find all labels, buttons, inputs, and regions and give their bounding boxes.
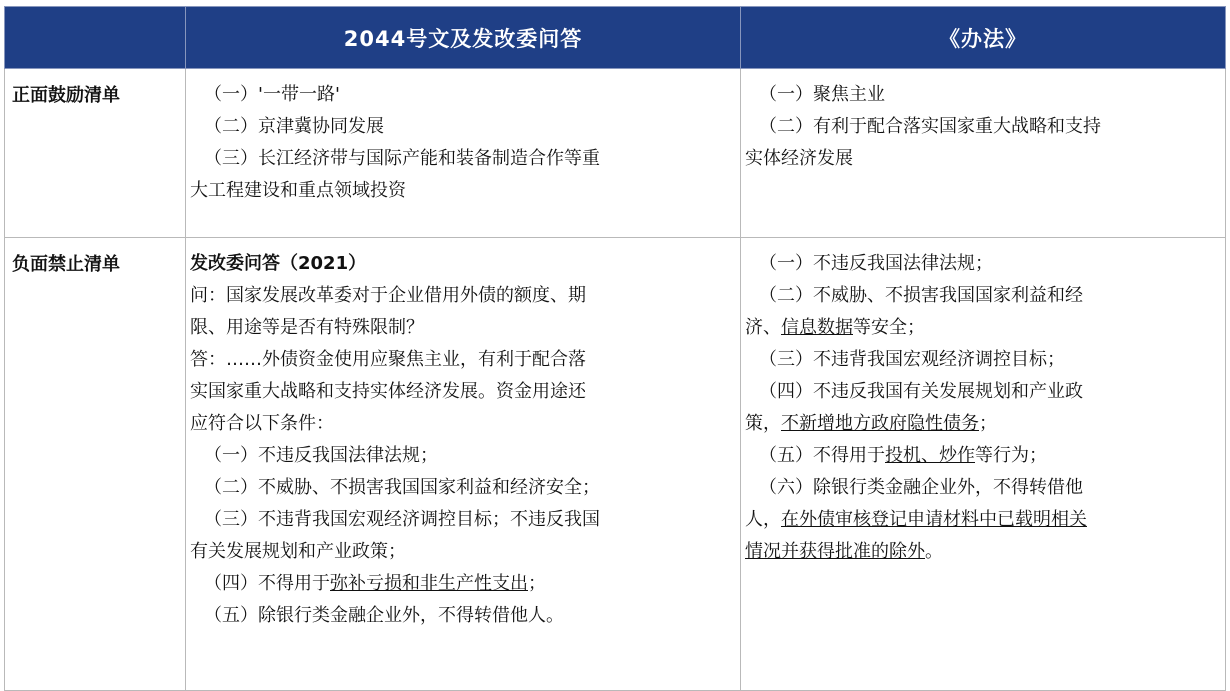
negative-list-2044: [186, 238, 741, 691]
negative-mid-line-10: [190, 568, 736, 600]
negative-mid-line-2: 限、用途等是否有特殊限制？: [190, 317, 424, 338]
negative-right-line-10-underlined: 情况并获得批准的除外: [745, 541, 925, 562]
negative-right-line-4: （三）不违背我国宏观经济调控目标；: [759, 349, 1065, 370]
negative-mid-line-10-post: ；: [528, 573, 546, 594]
negative-mid-line-10-pre: （四）不得用于: [204, 573, 330, 594]
negative-right-line-3-underlined: 信息数据: [781, 317, 853, 338]
negative-mid-line-8: （三）不违背我国宏观经济调控目标；不违反我国: [204, 509, 600, 530]
negative-right-line-10: [745, 536, 1221, 568]
comparison-table: [4, 6, 1226, 691]
positive-mid-line-4: 大工程建设和重点领域投资: [190, 180, 406, 201]
positive-mid-line-2: （二）京津冀协同发展: [204, 116, 384, 137]
negative-right-line-3: [745, 312, 1221, 344]
negative-mid-line-11: （五）除银行类金融企业外，不得转借他人。: [204, 605, 564, 626]
negative-right-line-3-post: 等安全；: [853, 317, 925, 338]
negative-mid-line-7: （二）不威胁、不损害我国国家利益和经济安全；: [204, 477, 600, 498]
positive-list-label: 正面鼓励清单: [5, 69, 186, 238]
ndrc-qa-heading: 发改委问答（2021）: [190, 253, 367, 274]
positive-list-2044: [186, 69, 741, 238]
negative-right-line-3-pre: 济、: [745, 317, 781, 338]
positive-right-line-3: 实体经济发展: [745, 148, 853, 169]
negative-right-line-7-underlined: 投机、炒作: [885, 445, 975, 466]
positive-mid-line-3: （三）长江经济带与国际产能和装备制造合作等重: [204, 148, 600, 169]
negative-right-line-7-pre: （五）不得用于: [759, 445, 885, 466]
positive-list-banfa: [741, 69, 1226, 238]
negative-mid-line-3: 答：……外债资金使用应聚焦主业，有利于配合落: [190, 349, 586, 370]
negative-right-line-6-pre: 策，: [745, 413, 781, 434]
negative-mid-line-4: 实国家重大战略和支持实体经济发展。资金用途还: [190, 381, 586, 402]
header-label-cell: [5, 7, 186, 69]
negative-list-banfa: [741, 238, 1226, 691]
negative-right-line-9: [745, 504, 1221, 536]
negative-list-label: 负面禁止清单: [5, 238, 186, 691]
negative-right-line-5: （四）不违反我国有关发展规划和产业政: [759, 381, 1083, 402]
negative-right-line-9-pre: 人，: [745, 509, 781, 530]
header-row: [5, 7, 1226, 69]
negative-right-line-6-post: ；: [979, 413, 997, 434]
negative-right-line-2: （二）不威胁、不损害我国国家利益和经: [759, 285, 1083, 306]
negative-right-line-9-underlined: 在外债审核登记申请材料中已载明相关: [781, 509, 1087, 530]
negative-mid-line-9: 有关发展规划和产业政策；: [190, 541, 406, 562]
header-2044-cell: 2044号文及发改委问答: [186, 7, 741, 69]
negative-right-line-8: （六）除银行类金融企业外，不得转借他: [759, 477, 1083, 498]
negative-mid-line-1: 问：国家发展改革委对于企业借用外债的额度、期: [190, 285, 586, 306]
negative-right-line-6: [745, 408, 1221, 440]
negative-list-row: [5, 238, 1226, 691]
negative-mid-line-10-underlined: 弥补亏损和非生产性支出: [330, 573, 528, 594]
positive-right-line-1: （一）聚焦主业: [759, 84, 885, 105]
positive-right-line-2: （二）有利于配合落实国家重大战略和支持: [759, 116, 1101, 137]
negative-right-line-1: （一）不违反我国法律法规；: [759, 253, 993, 274]
header-banfa-cell: 《办法》: [741, 7, 1226, 69]
negative-right-line-7-post: 等行为；: [975, 445, 1047, 466]
negative-right-line-10-post: 。: [925, 541, 943, 562]
negative-mid-line-6: （一）不违反我国法律法规；: [204, 445, 438, 466]
positive-mid-line-1: （一）'一带一路': [204, 84, 340, 105]
negative-mid-line-5: 应符合以下条件：: [190, 413, 334, 434]
negative-right-line-7: [745, 440, 1221, 472]
negative-right-line-6-underlined: 不新增地方政府隐性债务: [781, 413, 979, 434]
positive-list-row: [5, 69, 1226, 238]
